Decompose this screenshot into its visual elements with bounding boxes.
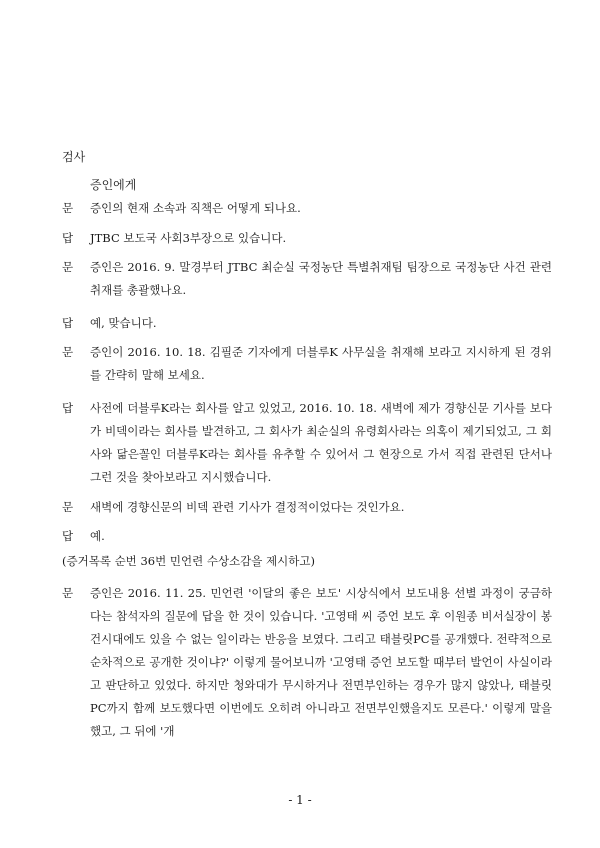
qa-text: 예, 맞습니다. [90, 316, 157, 330]
qa-text: 예. [90, 529, 105, 543]
qa-label: 답 [62, 231, 74, 245]
qa-label: 문 [62, 500, 74, 514]
qa-text: JTBC 보도국 사회3부장으로 있습니다. [90, 231, 287, 245]
answer-coverage-instruction [62, 397, 552, 489]
qa-label: 문 [62, 201, 74, 215]
answer-decisive-article [62, 525, 552, 548]
page-number: - 1 - [288, 793, 312, 807]
question-current-position [62, 197, 552, 220]
evidence-note: (증거목록 순번 36번 민언련 수상소감을 제시하고) [62, 554, 315, 568]
answer-team-leader [62, 312, 552, 335]
addressee-line: 증인에게 [90, 178, 137, 192]
qa-label: 답 [62, 529, 74, 543]
qa-text: 새벽에 경향신문의 비덱 관련 기사가 결정적이었다는 것인가요. [90, 500, 405, 514]
qa-label: 답 [62, 401, 74, 415]
speaker-heading: 검사 [62, 150, 86, 164]
qa-text: 증인은 2016. 9. 말경부터 JTBC 최순실 국정농단 특별취재팀 팀장으로 국정농단 사건 관련 취재를 총괄했나요. [90, 260, 552, 297]
answer-current-position [62, 227, 552, 250]
qa-label: 문 [62, 260, 74, 274]
question-award-speech [62, 582, 552, 743]
qa-text: 증인의 현재 소속과 직책은 어떻게 되나요. [90, 201, 301, 215]
question-decisive-article [62, 496, 552, 519]
qa-label: 문 [62, 345, 74, 359]
qa-text: 사전에 더블루K라는 회사를 알고 있었고, 2016. 10. 18. 새벽에 제가 경향신문 기사를 보다가 비덱이라는 회사를 발견하고, 그 회사가 최순실의 유령회사라는 의혹이 제기되었고, 그 회사와 닮은꼴인 더블루K라는 회사를 유추할 수 있어서 그 현장으로 가서 직접 관련된 단서나 그런 것을 찾아보라고 지시했습니다. [90, 401, 552, 484]
qa-text: 증인이 2016. 10. 18. 김필준 기자에게 더블루K 사무실을 취재해 보라고 지시하게 된 경위를 간략히 말해 보세요. [90, 345, 552, 382]
qa-label: 답 [62, 316, 74, 330]
qa-text: 증인은 2016. 11. 25. 민언련 '이달의 좋은 보도' 시상식에서 보도내용 선별 과정이 궁금하다는 참석자의 질문에 답을 한 것이 있습니다. '고영태 씨 증언 보도 후 이원종 비서실장이 봉건시대에도 있을 수 없는 일이라는 반응을 보였다. 그리고 태블릿PC를 공개했다. 전략적으로 순차적으로 공개한 것이냐?' 이렇게 물어보니까 '고영태 증언 보도할 때부터 발언이 사실이라고 판단하고 있었다. 하지만 청와대가 무시하거나 전면부인하는 경우가 많지 않았나, 태블릿PC까지 함께 보도했다면 이번에도 오히려 아니라고 전면부인했을지도 모른다.' 이렇게 말을 했고, 그 뒤에 '개 [90, 586, 552, 738]
qa-label: 문 [62, 586, 74, 600]
question-coverage-instruction [62, 341, 552, 387]
question-team-leader [62, 256, 552, 302]
